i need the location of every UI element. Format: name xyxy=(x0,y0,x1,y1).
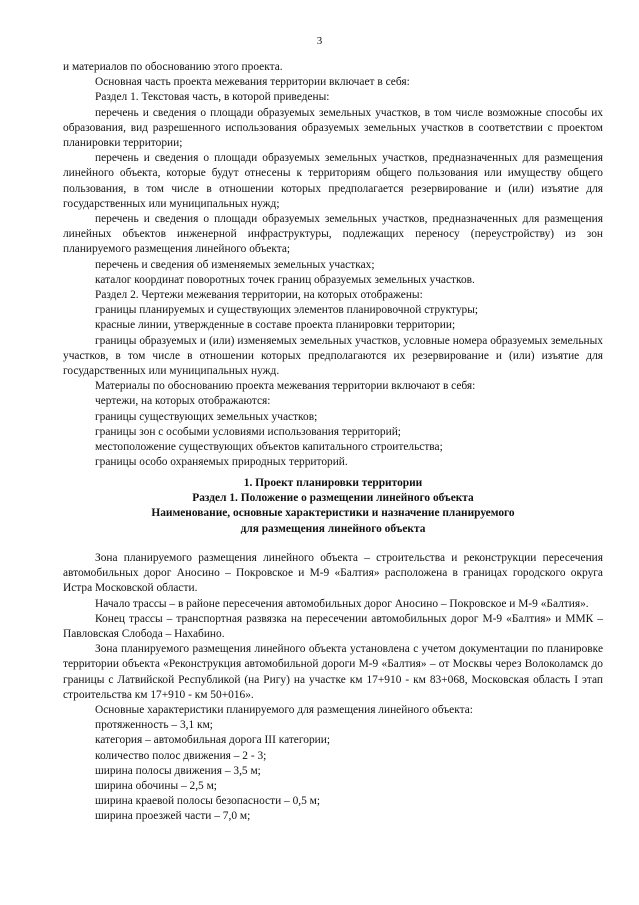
paragraph: Основная часть проекта межевания территории включает в себя: xyxy=(95,76,410,89)
section-mezhevanie xyxy=(63,60,603,470)
list-item: ширина проезжей части – 7,0 м; xyxy=(95,810,251,823)
paragraph: перечень и сведения об изменяемых земельных участках; xyxy=(95,258,375,271)
section-characteristics xyxy=(63,551,603,825)
page-number: 3 xyxy=(316,35,323,47)
list-item: количество полос движения – 2 - 3; xyxy=(95,749,267,762)
section-heading: 1. Проект планировки территории xyxy=(243,477,423,489)
list-item: категория – автомобильная дорога III категории; xyxy=(95,734,331,747)
paragraph: перечень и сведения о площади образуемых земельных участков, в том числе возможные способы их образования, вид разрешенного использования образуемых земельных участков в соответствии с проектом планировки территории; xyxy=(63,106,603,150)
paragraph: границы существующих земельных участков; xyxy=(95,410,318,423)
list-item: протяженность – 3,1 км; xyxy=(95,719,213,732)
paragraph: Конец трассы – транспортная развязка на пересечении автомобильных дорог М-9 «Балтия» и ММК – Павловская Слобода – Нахабино. xyxy=(63,612,603,641)
paragraph: Материалы по обоснованию проекта межевания территории включают в себя: xyxy=(95,380,476,393)
list-item: ширина краевой полосы безопасности – 0,5 м; xyxy=(95,795,321,808)
paragraph: Начало трассы – в районе пересечения автомобильных дорог Аносино – Покровское и М-9 «Балтия». xyxy=(95,597,589,610)
paragraph: границы образуемых и (или) изменяемых земельных участков, условные номера образуемых земельных участков, в том числе в отношении которых предполагаются их резервирование и (или) изъятие для государственных или муниципальных нужд. xyxy=(63,334,603,378)
section-heading: Наименование, основные характеристики и назначение планируемого xyxy=(151,507,515,520)
paragraph: Зона планируемого размещения линейного объекта установлена с учетом документации по планировке территории объекта «Реконструкция автомобильной дороги М-9 «Балтия» – от Москвы через Волоколамск до границы с Латвийской Республикой (на Ригу) на участке км 17+910 - км 83+068, Московская область I этап строительства км 17+910 - км 50+016». xyxy=(63,643,603,701)
section-heading: для размещения линейного объекта xyxy=(240,522,426,535)
paragraph: перечень и сведения о площади образуемых земельных участков, предназначенных для размещения линейных объектов инженерной инфраструктуры, подлежащих переносу (переустройству) из зон планируемого размещения линейного объекта; xyxy=(63,213,603,256)
section-heading-group xyxy=(63,476,603,537)
list-item: ширина обочины – 2,5 м; xyxy=(95,780,217,793)
paragraph: и материалов по обоснованию этого проекта. xyxy=(63,61,283,73)
paragraph: перечень и сведения о площади образуемых земельных участков, предназначенных для размещения линейного объекта, которые будут отнесены к территориям общего пользования или имуществу общего пользования, в том числе в отношении которых предполагается резервирование и (или) изъятие для государственных или муниципальных нужд; xyxy=(63,152,603,210)
paragraph: Раздел 1. Текстовая часть, в которой приведены: xyxy=(95,91,330,104)
paragraph: Раздел 2. Чертежи межевания территории, на которых отображены: xyxy=(95,289,423,302)
paragraph: каталог координат поворотных точек границ образуемых земельных участков. xyxy=(95,273,475,286)
paragraph: границы зон с особыми условиями использования территорий; xyxy=(95,425,401,438)
paragraph: границы планируемых и существующих элементов планировочной структуры; xyxy=(95,304,479,317)
paragraph: чертежи, на которых отображаются: xyxy=(95,395,271,408)
paragraph: Зона планируемого размещения линейного объекта – строительства и реконструкции пересечения автомобильных дорог Аносино – Покровское и М-9 «Балтия» расположена в границах городского округа Истра Московской области. xyxy=(63,552,603,595)
paragraph: границы особо охраняемых природных территорий. xyxy=(95,456,348,469)
paragraph: красные линии, утвержденные в составе проекта планировки территории; xyxy=(95,319,456,332)
paragraph: Основные характеристики планируемого для размещения линейного объекта: xyxy=(95,704,473,717)
paragraph: местоположение существующих объектов капитального строительства; xyxy=(95,441,443,454)
section-heading: Раздел 1. Положение о размещении линейного объекта xyxy=(192,492,474,505)
list-item: ширина полосы движения – 3,5 м; xyxy=(95,764,261,777)
